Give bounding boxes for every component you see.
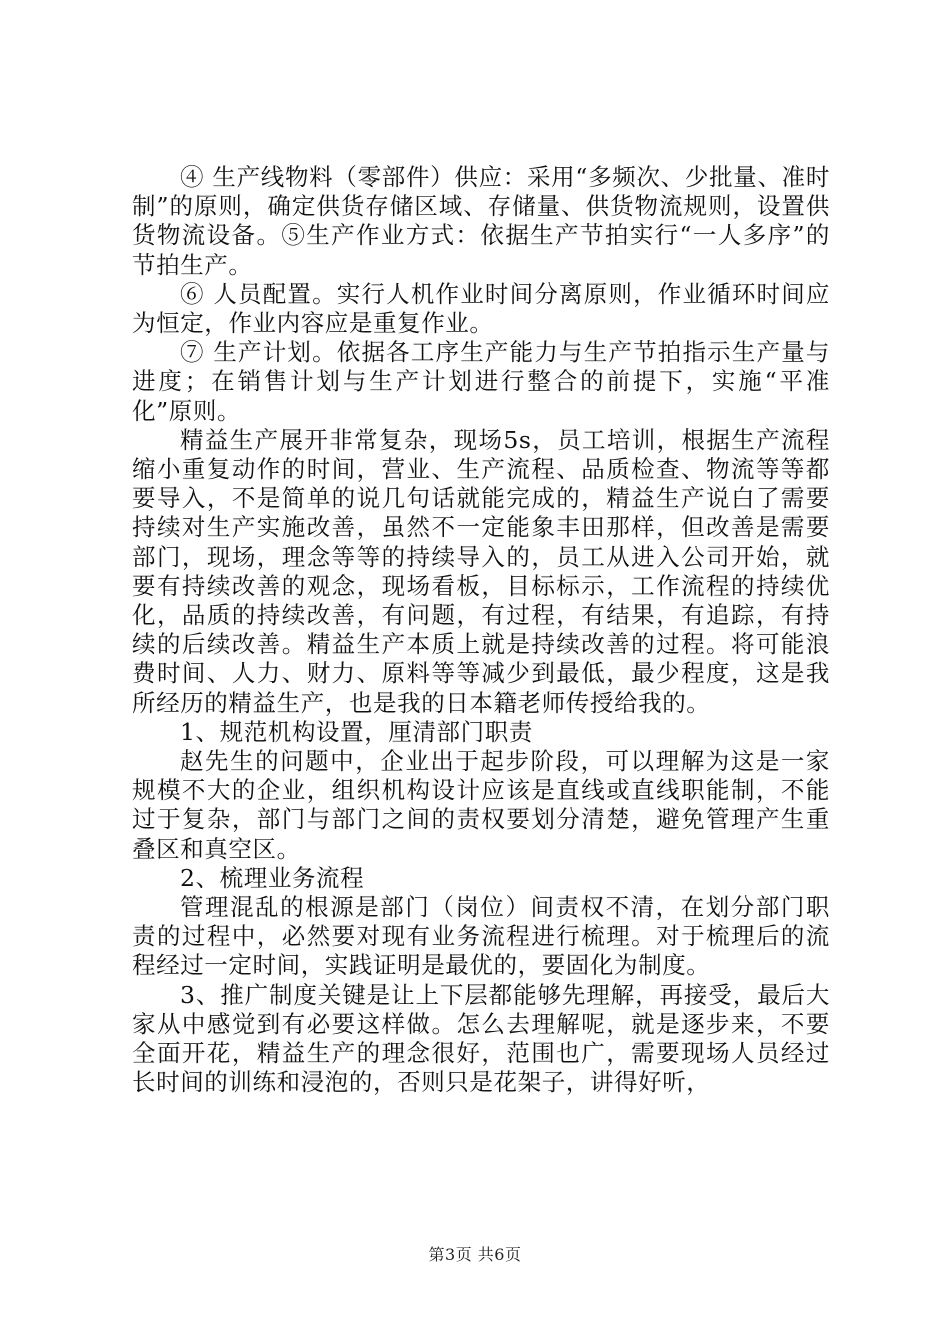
paragraph-organization: 赵先生的问题中，企业出于起步阶段，可以理解为这是一家规模不大的企业，组织机构设计应该是直线或直线职能制，不能过于复杂，部门与部门之间的责权要划分清楚，避免管理产生重叠区和真空区。: [132, 747, 830, 863]
paragraph-material-supply: ④ 生产线物料（零部件）供应：采用“多频次、少批量、准时制”的原则，确定供货存储区域、存储量、供货物流规则，设置供货物流设备。⑤生产作业方式：依据生产节拍实行“一人多序”的节拍生产。: [132, 163, 830, 279]
heading-business-process: 2、梳理业务流程: [180, 863, 365, 892]
paragraph-business-process: 管理混乱的根源是部门（岗位）间责权不清，在划分部门职责的过程中，必然要对现有业务流程进行梳理。对于梳理后的流程经过一定时间，实践证明是最优的，要固化为制度。: [132, 893, 830, 980]
paragraph-production-plan: ⑦ 生产计划。依据各工序生产能力与生产节拍指示生产量与进度；在销售计划与生产计划进行整合的前提下，实施“平准化”原则。: [132, 338, 830, 425]
paragraph-promote-system: 3、推广制度关键是让上下层都能够先理解，再接受，最后大家从中感觉到有必要这样做。怎么去理解呢，就是逐步来，不要全面开花，精益生产的理念很好，范围也广，需要现场人员经过长时间的训练和浸泡的，否则只是花架子，讲得好听，: [132, 980, 830, 1097]
page-number-footer: 第3页 共6页: [428, 1245, 522, 1264]
heading-organization: 1、规范机构设置，厘清部门职责: [180, 717, 533, 746]
paragraph-staffing: ⑥ 人员配置。实行人机作业时间分离原则，作业循环时间应为恒定，作业内容应是重复作业。: [132, 279, 830, 338]
document-body: [132, 163, 830, 1098]
paragraph-lean-production: 精益生产展开非常复杂，现场5s，员工培训，根据生产流程缩小重复动作的时间，营业、生产流程、品质检查、物流等等都要导入，不是简单的说几句话就能完成的，精益生产说白了需要持续对生产实施改善，虽然不一定能象丰田那样，但改善是需要部门，现场，理念等等的持续导入的，员工从进入公司开始，就要有持续改善的观念，现场看板，目标标示，工作流程的持续优化，品质的持续改善，有问题，有过程，有结果，有追踪，有持续的后续改善。精益生产本质上就是持续改善的过程。将可能浪费时间、人力、财力、原料等等减少到最低，最少程度，这是我所经历的精益生产，也是我的日本籍老师传授给我的。: [132, 425, 830, 717]
